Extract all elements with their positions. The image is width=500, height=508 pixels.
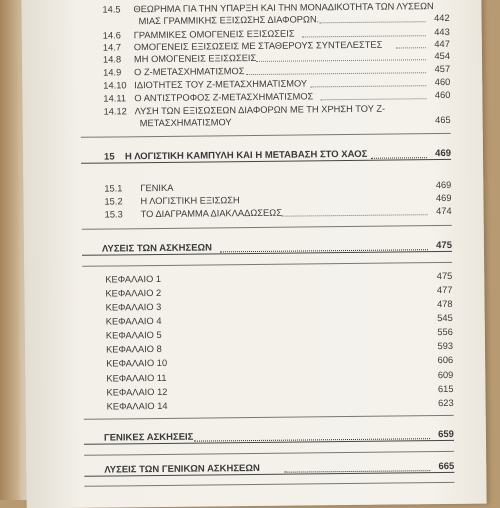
page-number: 475 [436,239,453,252]
toc-chapter-3 [83,298,453,314]
entry-title-continued: ΜΙΑΣ ΓΡΑΜΜΙΚΗΣ ΕΞΙΣΩΣΗΣ ΔΙΑΦΟΡΩΝ. [138,14,320,27]
section-number: 14.8 [102,54,122,65]
chapter-title: ΚΕΦΑΛΑΙΟ 2 [105,287,162,299]
section-number: 14.12 [103,106,127,117]
chapter-title: Η ΛΟΓΙΣΤΙΚΗ ΚΑΜΠΥΛΗ ΚΑΙ Η ΜΕΤΑΒΑΣΗ ΣΤΟ ΧΑΟΣ [124,148,368,163]
entry-title: ΓΡΑΜΜΙΚΕΣ ΟΜΟΓΕΝΕΙΣ ΕΞΙΣΩΣΕΙΣ [133,28,295,41]
toc-entry-14-5-cont [80,12,450,28]
toc-entry-15-3 [82,205,452,221]
section-number: 14.5 [102,4,121,15]
page-number: 478 [437,298,453,310]
toc-chapter-11 [83,369,453,385]
toc-chapter-14 [84,397,454,413]
page-number: 460 [434,89,451,101]
entry-title: Η ΛΟΓΙΣΤΙΚΗ ΕΞΙΣΩΣΗ [140,195,240,207]
toc-chapter-8 [83,340,453,356]
page-number: 469 [435,179,452,191]
page-number: 615 [437,383,454,395]
section-number: 14.7 [102,42,122,53]
toc-chapter-4 [83,312,453,328]
chapter-title: ΚΕΦΑΛΑΙΟ 12 [106,386,168,398]
section-number: 14.6 [102,30,121,41]
book-page [21,0,486,508]
page-number: 609 [437,369,454,381]
toc-chapter-15 [81,148,451,164]
page-number: 447 [434,38,450,50]
toc-general-exercises [84,429,454,445]
divider [84,482,454,487]
toc-chapter-2 [82,284,452,300]
section-number: 14.10 [103,80,127,91]
page-number: 593 [437,340,454,352]
page-number: 665 [438,460,455,473]
entry-title: Ο ΑΝΤΙΣΤΡΟΦΟΣ Z-ΜΕΤΑΣΧΗΜΑΤΙΣΜΟΣ [134,91,314,104]
leader-dots [320,98,426,100]
page-number: 556 [437,326,453,338]
chapter-title: ΚΕΦΑΛΑΙΟ 11 [106,372,167,384]
heading-title: ΛΥΣΕΙΣ ΤΩΝ ΓΕΝΙΚΩΝ ΑΣΚΗΣΕΩΝ [104,462,260,476]
leader-dots [396,47,426,48]
page-number: 465 [435,114,451,126]
section-number: 15.1 [104,183,123,194]
entry-title: ΓΕΝΙΚΑ [140,182,174,194]
entry-title-continued: ΜΕΤΑΣΧΗΜΑΤΙΣΜΟΥ [139,117,232,129]
divider [84,415,454,420]
divider [81,133,451,138]
page-number: 474 [436,205,452,217]
section-number: 15.2 [104,196,123,207]
page-number: 475 [436,270,453,282]
heading-title: ΓΕΝΙΚΕΣ ΑΣΚΗΣΕΙΣ [103,431,194,444]
section-number: 14.11 [103,93,127,104]
toc-chapter-10 [83,354,453,370]
chapter-title: ΚΕΦΑΛΑΙΟ 4 [105,315,162,327]
page-number: 454 [434,50,451,62]
page-number: 606 [437,354,454,366]
chapter-title: ΚΕΦΑΛΑΙΟ 8 [105,343,162,355]
page-number: 659 [438,428,454,441]
entry-title: ΘΕΩΡΗΜΑ ΓΙΑ ΤΗΝ ΥΠΑΡΞΗ ΚΑΙ ΤΗΝ ΜΟΝΑΔΙΚΟΤΗΤΑ ΤΩΝ ΛΥΣΕΩΝ [133,1,434,15]
toc-general-solutions [84,461,454,477]
leader-dots [282,214,428,217]
chapter-title: ΚΕΦΑΛΑΙΟ 1 [105,273,162,285]
toc-solutions-heading [82,240,452,256]
page-number: 545 [437,312,453,324]
section-number: 14.9 [103,67,122,78]
toc-chapter-12 [83,383,453,399]
page-number: 460 [434,76,451,88]
page-number: 477 [436,284,453,296]
entry-title: ΜΗ ΟΜΟΓΕΝΕΙΣ ΕΞΙΣΩΣΕΙΣ [133,52,257,65]
divider [84,451,454,456]
entry-title: Ο Z-ΜΕΤΑΣΧΗΜΑΤΙΣΜΟΣ [134,66,245,78]
entry-title: ΛΥΣΗ ΤΩΝ ΕΞΙΣΩΣΕΩΝ ΔΙΑΦΟΡΩΝ ΜΕ ΤΗ ΧΡΗΣΗ ΤΟΥ Z- [134,103,386,117]
page-number: 623 [438,397,454,409]
leader-dots [320,21,426,23]
leader-dots [310,85,426,87]
divider [82,225,452,230]
toc-chapter-1 [82,270,452,286]
entry-title: ΙΔΙΟΤΗΤΕΣ ΤΟΥ Z-ΜΕΤΑΣΧΗΜΑΤΙΣΜΟΥ [134,78,308,91]
chapter-title: ΚΕΦΑΛΑΙΟ 3 [105,301,162,313]
section-number: 15.3 [104,209,123,220]
chapter-title: ΚΕΦΑΛΑΙΟ 14 [106,400,168,412]
leader-dots [256,59,426,62]
chapter-number: 15 [103,151,115,163]
page-number: 457 [434,63,451,75]
toc-entry-14-12-cont [81,114,451,130]
leader-dots [302,35,426,37]
heading-title: ΛΥΣΕΙΣ ΤΩΝ ΑΣΚΗΣΕΩΝ [101,242,213,255]
divider [82,262,452,267]
page-number: 469 [435,192,452,204]
entry-title: ΟΜΟΓΕΝΕΙΣ ΕΞΙΣΩΣΕΙΣ ΜΕ ΣΤΑΘΕΡΟΥΣ ΣΥΝΤΕΛΕΣΤΕΣ [133,39,383,53]
toc-chapter-5 [83,326,453,342]
leader-dots [246,72,426,75]
chapter-title: ΚΕΦΑΛΑΙΟ 10 [106,357,168,369]
page-number: 443 [434,26,450,38]
entry-title: ΤΟ ΔΙΑΓΡΑΜΜΑ ΔΙΑΚΛΑΔΩΣΕΩΣ [140,207,282,220]
chapter-title: ΚΕΦΑΛΑΙΟ 5 [105,329,162,341]
page-number: 469 [435,147,452,160]
page-number: 442 [434,12,450,24]
